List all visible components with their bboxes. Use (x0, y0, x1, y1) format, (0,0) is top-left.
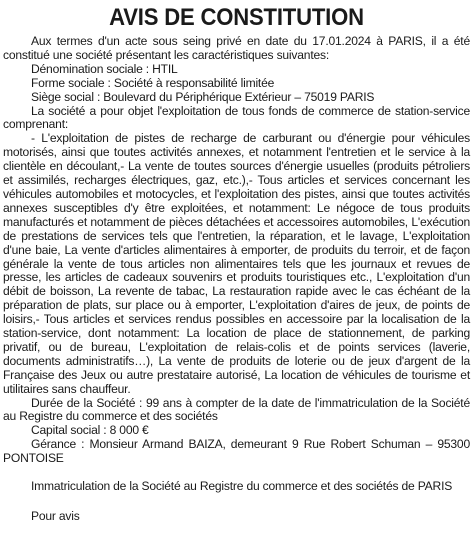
immatriculation-line: Immatriculation de la Société au Registre du commerce et des sociétés de PARIS (31, 479, 453, 494)
objet-intro-paragraph: La société a pour objet l'exploitation de tous fonds de commerce de station-service comprenant: (3, 103, 470, 132)
gerance-paragraph: Gérance : Monsieur Armand BAIZA, demeurant 9 Rue Robert Schuman – 95300 PONTOISE (3, 437, 470, 466)
notice-body (3, 35, 470, 524)
closing-line: Pour avis (31, 509, 80, 523)
notice-title: AVIS DE CONSTITUTION (109, 4, 364, 31)
duree-paragraph: Durée de la Société : 99 ans à compter de la date de l'immatriculation de la Société au Registre du commerce et des sociétés (3, 395, 470, 424)
denomination-line: Dénomination sociale : HTIL (31, 61, 178, 76)
siege-line: Siège social : Boulevard du Périphérique Extérieur – 75019 PARIS (31, 89, 375, 104)
intro-paragraph: Aux termes d'un acte sous seing privé en date du 17.01.2024 à PARIS, il a été constitué une société présentant les caractéristiques suivantes: (3, 34, 470, 62)
objet-details-paragraph: - L'exploitation de pistes de recharge de carburant ou d'énergie pour véhicules motorisés, ainsi que toutes activités annexes, et notamment l'entretien et le service à la clientèle en découlant,- La vente de toutes sources d'énergie usuelles (produits pétroliers et assimilés, recharges électriques, gaz, etc.),- Tous articles et services concernant les véhicules automobiles et motocycles, et l'exploitation des pistes, ainsi que toutes activités annexes susceptibles d'y être exploitées, et notamment: Le négoce de tous produits manufacturés et notamment de pièces détachées et accessoires automobiles, L'exécution de prestations de services tels que l'entretien, la réparation, et le lavage, L'exploitation d'une baie, La vente d'articles alimentaires à emporter, de produits du terroir, et de façon générale la vente de tous articles non alimentaires tels que les journaux et revues de presse, les articles de cadeaux souvenirs et produits touristiques etc., L'exploitation d'un débit de boisson, La revente de tabac, La restauration rapide avec le cas échéant de la préparation de plats, sur place ou à emporter, L'exploitation d'aires de jeux, de points de loisirs,- Tous articles et services rendus possibles en accessoire par la localisation de la station-service, dont notamment: La location de place de stationnement, de parking privatif, ou de bureau, L'exploitation de relais-colis et de points services (laverie, documents administratifs…), La vente de produits de loterie ou de jeux d'argent de la Française des Jeux ou autre prestataire autorisé, La location de véhicules de tourisme et utilitaires sans chauffeur. (3, 131, 470, 396)
capital-line: Capital social : 8 000 € (31, 423, 149, 438)
forme-line: Forme sociale : Société à responsabilité limitée (31, 75, 275, 90)
